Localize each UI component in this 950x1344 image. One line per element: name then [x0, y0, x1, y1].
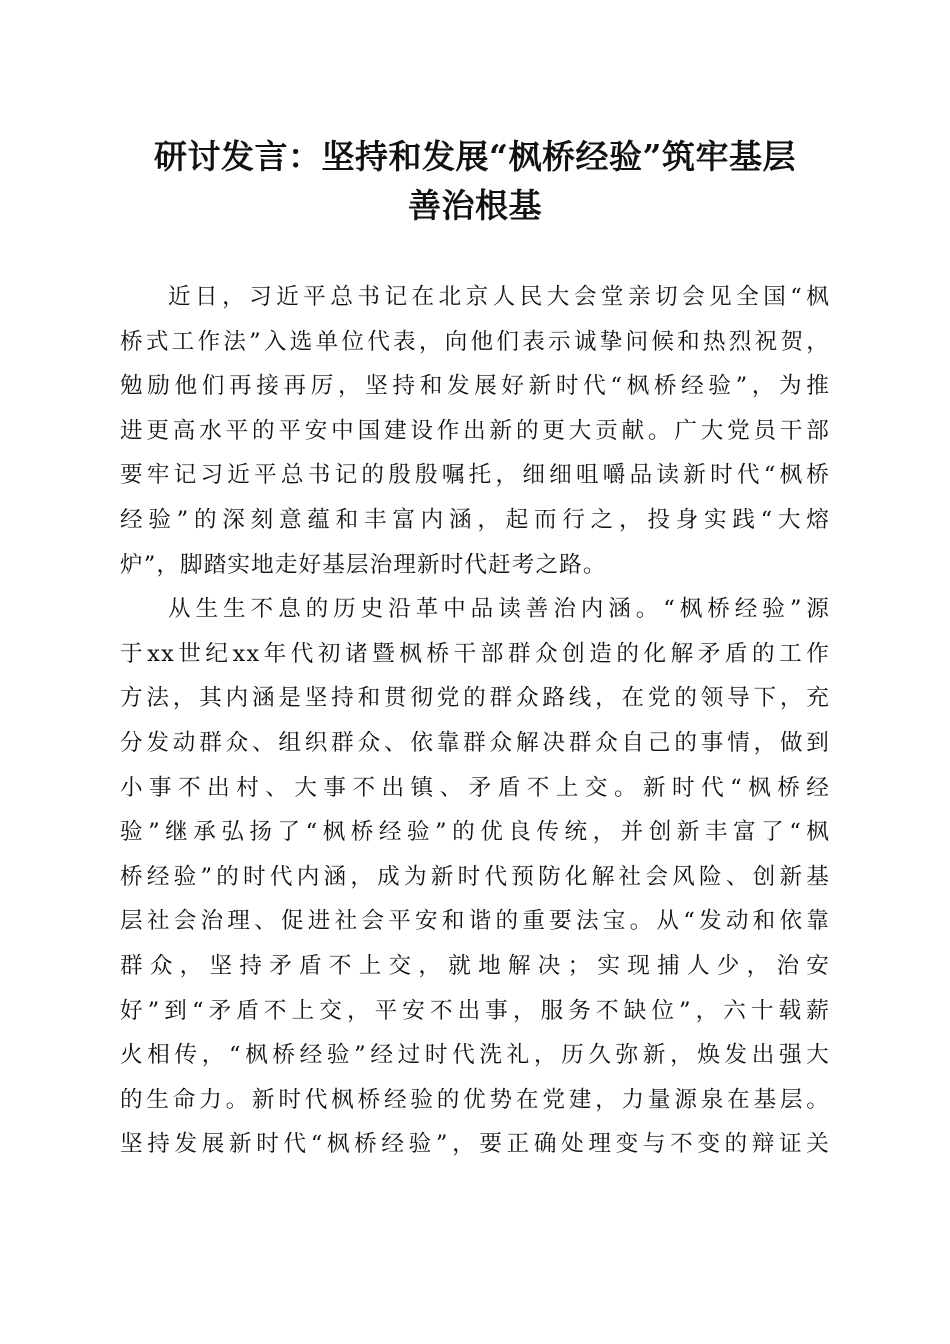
- text-line: 小事不出村、大事不出镇、矛盾不上交。新时代“枫桥经: [120, 774, 830, 801]
- text-line: 近日，习近平总书记在北京人民大会堂亲切会见全国“枫: [168, 284, 830, 310]
- text-line: 坚持发展新时代“枫桥经验”，要正确处理变与不变的辩证关: [120, 1131, 830, 1158]
- title-line: 善治根基: [408, 186, 542, 225]
- text-line: 分发动群众、组织群众、依靠群众解决群众自己的事情，做到: [120, 729, 830, 756]
- text-line: 验”继承弘扬了“枫桥经验”的优良传统，并创新丰富了“枫: [120, 819, 830, 846]
- text-line: 勉励他们再接再厉，坚持和发展好新时代“枫桥经验”，为推: [120, 373, 830, 400]
- text-line: 要牢记习近平总书记的殷殷嘱托，细细咀嚼品读新时代“枫桥: [120, 462, 830, 489]
- title-line: 研讨发言：坚持和发展“枫桥经验”筑牢基层: [154, 137, 796, 176]
- text-line: 方法，其内涵是坚持和贯彻党的群众路线，在党的领导下，充: [120, 685, 830, 712]
- text-line: 好”到“矛盾不上交，平安不出事，服务不缺位”，六十载薪: [120, 997, 830, 1024]
- paragraph-1: [120, 275, 830, 587]
- text-line: 进更高水平的平安中国建设作出新的更大贡献。广大党员干部: [120, 417, 830, 444]
- text-line: 桥经验”的时代内涵，成为新时代预防化解社会风险、创新基: [120, 863, 830, 890]
- text-line: 群众，坚持矛盾不上交，就地解决；实现捕人少，治安: [120, 952, 830, 979]
- text-line: 于xx世纪xx年代初诸暨枫桥干部群众创造的化解矛盾的工作: [120, 640, 830, 667]
- text-line: 层社会治理、促进社会平安和谐的重要法宝。从“发动和依靠: [120, 908, 830, 935]
- text-line: 从生生不息的历史沿革中品读善治内涵。“枫桥经验”源: [168, 596, 830, 623]
- text-line: 火相传，“枫桥经验”经过时代洗礼，历久弥新，焕发出强大: [120, 1042, 830, 1069]
- text-line: 桥式工作法”入选单位代表，向他们表示诚挚问候和热烈祝贺，: [120, 328, 830, 355]
- paragraph-2: [120, 587, 830, 1167]
- document-body: [120, 275, 830, 1167]
- text-line: 的生命力。新时代枫桥经验的优势在党建，力量源泉在基层。: [120, 1086, 830, 1113]
- document-title: [100, 132, 850, 230]
- text-line: 经验”的深刻意蕴和丰富内涵，起而行之，投身实践“大熔: [120, 506, 830, 533]
- text-line: 炉”，脚踏实地走好基层治理新时代赶考之路。: [120, 551, 607, 578]
